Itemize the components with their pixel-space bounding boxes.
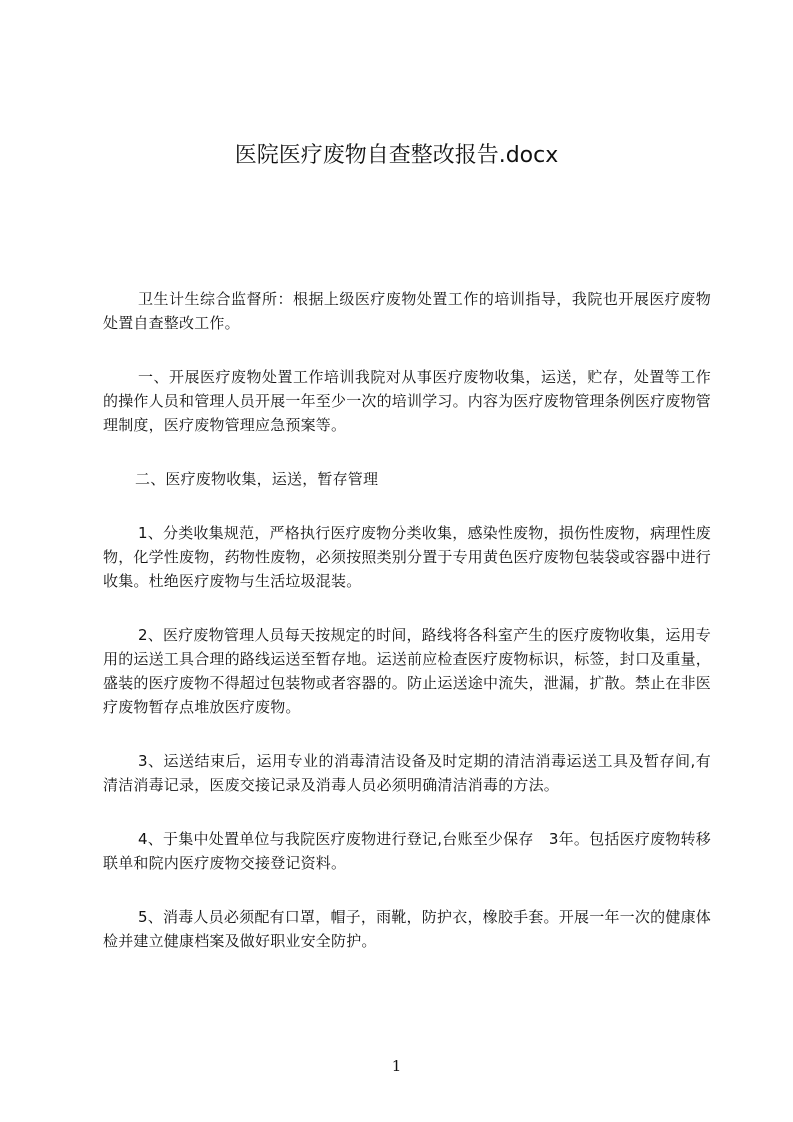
paragraph-item-5: 5、消毒人员必须配有口罩，帽子，雨靴，防护衣，橡胶手套。开展一年一次的健康体检并建立健康档案及做好职业安全防护。 [103, 908, 711, 950]
paragraph-item-4: 4、于集中处置单位与我院医疗废物进行登记,台账至少保存 3年。包括医疗废物转移联单和院内医疗废物交接登记资料。 [103, 830, 711, 872]
page-number: 1 [391, 1057, 402, 1075]
paragraph-item-3: 3、运送结束后，运用专业的消毒清洁设备及时定期的清洁消毒运送工具及暂存间,有清洁消毒记录，医废交接记录及消毒人员必须明确清洁消毒的方法。 [103, 752, 711, 794]
paragraph-section-one: 一、开展医疗废物处置工作培训我院对从事医疗废物收集，运送，贮存，处置等工作的操作人员和管理人员开展一年至少一次的培训学习。内容为医疗废物管理条例医疗废物管理制度，医疗废物管理应急预案等。 [103, 368, 712, 434]
section-two-heading: 二、医疗废物收集，运送，暂存管理 [135, 470, 379, 488]
document-title: 医院医疗废物自查整改报告.docx [234, 143, 559, 168]
paragraph-item-2: 2、医疗废物管理人员每天按规定的时间，路线将各科室产生的医疗废物收集，运用专用的运送工具合理的路线运送至暂存地。运送前应检查医疗废物标识，标签，封口及重量，盛装的医疗废物不得超过包装物或者容器的。防止运送途中流失，泄漏，扩散。禁止在非医疗废物暂存点堆放医疗废物。 [103, 626, 712, 716]
paragraph-intro: 卫生计生综合监督所：根据上级医疗废物处置工作的培训指导，我院也开展医疗废物处置自查整改工作。 [103, 290, 711, 332]
paragraph-item-1: 1、分类收集规范，严格执行医疗废物分类收集，感染性废物，损伤性废物，病理性废物，化学性废物，药物性废物，必须按照类别分置于专用黄色医疗废物包装袋或容器中进行收集。杜绝医疗废物与生活垃圾混装。 [103, 524, 712, 590]
document-body [103, 287, 711, 983]
